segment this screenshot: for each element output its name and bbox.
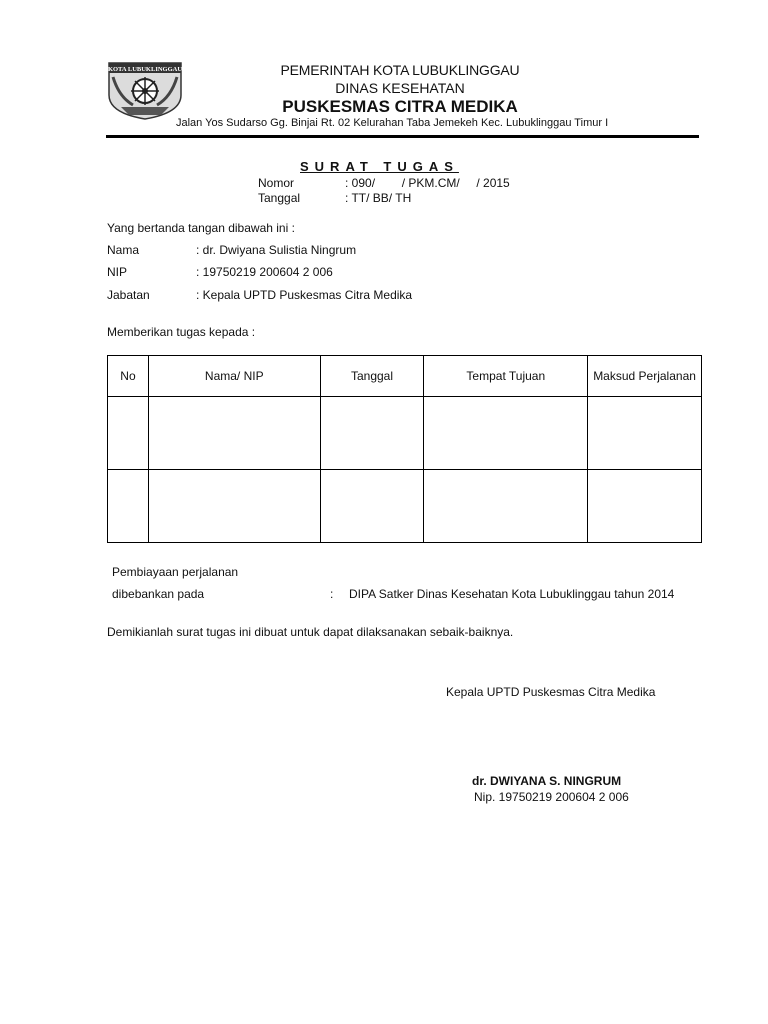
- table-cell: [320, 397, 424, 470]
- signer-intro: Yang bertanda tangan dibawah ini :: [107, 221, 295, 235]
- funding-source: DIPA Satker Dinas Kesehatan Kota Lubuklinggau tahun 2014: [349, 587, 675, 601]
- signer-name-value: : dr. Dwiyana Sulistia Ningrum: [196, 243, 357, 257]
- nomor-value: : 090/ / PKM.CM/ / 2015: [345, 176, 510, 190]
- table-cell: [320, 470, 424, 543]
- table-row: [108, 397, 702, 470]
- signer-nip-label: NIP: [107, 265, 128, 279]
- table-cell: [588, 470, 702, 543]
- signer-position-label: Jabatan: [107, 288, 150, 302]
- table-row: [108, 470, 702, 543]
- table-cell: [108, 397, 149, 470]
- table-cell: [108, 470, 149, 543]
- header-purpose: Maksud Perjalanan: [588, 356, 702, 397]
- funding-line1: Pembiayaan perjalanan: [112, 565, 239, 579]
- tanggal-value: : TT/ BB/ TH: [345, 191, 412, 205]
- header-date: Tanggal: [320, 356, 424, 397]
- funding-colon: :: [330, 587, 334, 601]
- header-no: No: [108, 356, 149, 397]
- table-cell: [148, 397, 320, 470]
- government-name: PEMERINTAH KOTA LUBUKLINGGAU: [280, 62, 520, 78]
- funding-line2: dibebankan pada: [112, 587, 205, 601]
- nomor-label: Nomor: [258, 176, 295, 190]
- address-line: Jalan Yos Sudarso Gg. Binjai Rt. 02 Kelurahan Taba Jemekeh Kec. Lubuklinggau Timur I: [176, 117, 609, 129]
- signer-nip-value: : 19750219 200604 2 006: [196, 265, 333, 279]
- closing-statement: Demikianlah surat tugas ini dibuat untuk dapat dilaksanakan sebaik-baiknya.: [107, 625, 514, 639]
- table-cell: [424, 470, 588, 543]
- table-header-row: [108, 356, 702, 397]
- health-center-name: PUSKESMAS CITRA MEDIKA: [282, 97, 518, 116]
- assignment-table: [107, 355, 702, 543]
- signer-position-value: : Kepala UPTD Puskesmas Citra Medika: [196, 288, 413, 302]
- assignment-intro: Memberikan tugas kepada :: [107, 325, 256, 339]
- department-name: DINAS KESEHATAN: [335, 80, 465, 96]
- letter-title: SURAT TUGAS: [300, 159, 459, 174]
- signatory-name: dr. DWIYANA S. NINGRUM: [472, 774, 622, 788]
- signatory-nip: Nip. 19750219 200604 2 006: [474, 790, 629, 804]
- table-cell: [424, 397, 588, 470]
- signatory-position: Kepala UPTD Puskesmas Citra Medika: [446, 685, 656, 699]
- logo-text: KOTA LUBUKLINGGAU: [107, 66, 183, 73]
- header-name-nip: Nama/ NIP: [148, 356, 320, 397]
- header-destination: Tempat Tujuan: [424, 356, 588, 397]
- signer-name-label: Nama: [107, 243, 140, 257]
- table-cell: [588, 397, 702, 470]
- table-cell: [148, 470, 320, 543]
- tanggal-label: Tanggal: [258, 191, 301, 205]
- header-divider: [106, 135, 699, 138]
